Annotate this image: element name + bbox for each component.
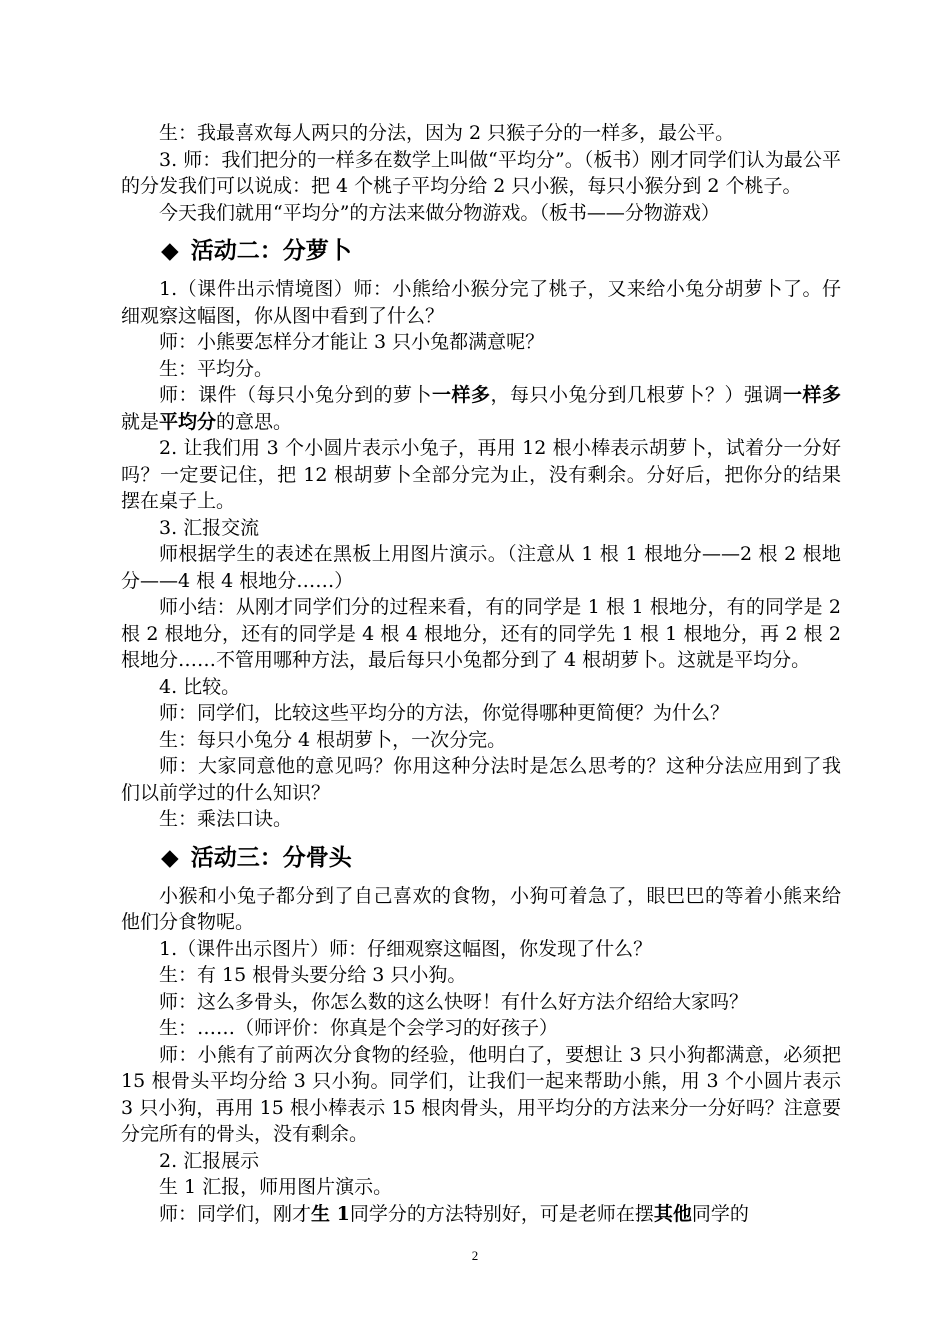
diamond-bullet-icon: ◆ — [161, 238, 179, 264]
section-heading-activity-2 — [121, 236, 841, 266]
paragraph: 3. 师：我们把分的一样多在数学上叫做“平均分”。（板书）刚才同学们认为最公平的分发我们可以说成：把 4 个桃子平均分给 2 只小猴，每只小猴分到 2 个桃子。 — [121, 148, 841, 197]
paragraph: 生：平均分。 — [159, 357, 274, 380]
paragraph: 师根据学生的表述在黑板上用图片演示。（注意从 1 根 1 根地分——2 根 2 根地分——4 根 4 根地分……） — [121, 543, 841, 592]
paragraph: 2. 让我们用 3 个小圆片表示小兔子，再用 12 根小棒表示胡萝卜，试着分一分好吗？一定要记住，把 12 根胡萝卜全部分完为止，没有剩余。分好后，把你分的结果摆在桌子上。 — [121, 437, 841, 512]
page-number: 2 — [471, 1248, 479, 1263]
paragraph: 生：我最喜欢每人两只的分法，因为 2 只猴子分的一样多，最公平。 — [159, 122, 735, 144]
text-run: 同学分的方法特别好，可是老师在摆 — [349, 1202, 654, 1225]
paragraph: 师：小熊有了前两次分食物的经验，他明白了，要想让 3 只小狗都满意，必须把 15 根骨头平均分给 3 只小狗。同学们，让我们一起来帮助小熊，用 3 个小圆片表示 3 只小狗，再用 15 根小棒表示 15 根肉骨头，用平均分的方法来分一分好吗？注意要分完所有的骨头，没有剩余。 — [121, 1043, 841, 1145]
text-run: 同学的 — [691, 1202, 749, 1225]
paragraph: 生 1 汇报，师用图片演示。 — [159, 1176, 393, 1198]
text-run: 的意思。 — [216, 410, 293, 433]
paragraph: 1.（课件出示图片）师：仔细观察这幅图，你发现了什么？ — [159, 937, 653, 960]
diamond-bullet-icon: ◆ — [161, 844, 179, 871]
paragraph — [121, 382, 841, 435]
bold-text: 生 1 — [311, 1202, 350, 1225]
text-run: 师：课件（每只小兔分到的萝卜 — [159, 384, 432, 406]
section-heading-text: 活动二：分萝卜 — [190, 238, 352, 264]
bold-text: 平均分 — [159, 410, 217, 433]
section-heading-activity-3 — [121, 843, 841, 873]
paragraph: 生：每只小兔分 4 根胡萝卜，一次分完。 — [159, 728, 507, 751]
text-run: 师：同学们，刚才 — [159, 1202, 312, 1225]
paragraph: 小猴和小兔子都分到了自己喜欢的食物，小狗可着急了，眼巴巴的等着小熊来给他们分食物呢。 — [121, 884, 841, 933]
paragraph: 4. 比较。 — [159, 675, 241, 698]
paragraph: 师：这么多骨头，你怎么数的这么快呀！有什么好方法介绍给大家吗？ — [159, 990, 749, 1013]
paragraph: 师：同学们，比较这些平均分的方法，你觉得哪种更简便？为什么？ — [159, 702, 730, 724]
paragraph: 生：有 15 根骨头要分给 3 只小狗。 — [159, 964, 467, 986]
paragraph: 2. 汇报展示 — [159, 1149, 260, 1172]
text-run: ，每只小兔分到几根萝卜？）强调 — [490, 384, 783, 406]
section-heading-text: 活动三：分骨头 — [190, 844, 352, 871]
paragraph: 师小结：从刚才同学们分的过程来看，有的同学是 1 根 1 根地分，有的同学是 2 根 2 根地分，还有的同学是 4 根 4 根地分，还有的同学先 1 根 1 根地分，再 2 根 2 根地分……不管用哪种方法，最后每只小兔都分到了 4 根胡萝卜。这就是平均分。 — [121, 596, 841, 671]
paragraph — [121, 1201, 841, 1228]
text-run: 就是 — [121, 410, 160, 433]
paragraph: 师：大家同意他的意见吗？你用这种分法时是怎么思考的？这种分法应用到了我们以前学过的什么知识？ — [121, 755, 841, 804]
bold-text: 其他 — [653, 1202, 692, 1225]
paragraph: 今天我们就用“平均分”的方法来做分物游戏。（板书——分物游戏） — [159, 201, 720, 224]
paragraph: 生：乘法口诀。 — [159, 808, 293, 830]
paragraph: 师：小熊要怎样分才能让 3 只小兔都满意呢？ — [159, 331, 545, 353]
paragraph: 3. 汇报交流 — [159, 516, 260, 539]
document-body — [121, 120, 841, 1227]
bold-text: 一样多 — [431, 384, 491, 406]
paragraph: 生：……（师评价：你真是个会学习的好孩子） — [159, 1017, 559, 1039]
paragraph: 1.（课件出示情境图）师：小熊给小猴分完了桃子，又来给小兔分胡萝卜了。仔细观察这幅图，你从图中看到了什么？ — [121, 278, 841, 327]
bold-text: 一样多 — [782, 384, 841, 406]
